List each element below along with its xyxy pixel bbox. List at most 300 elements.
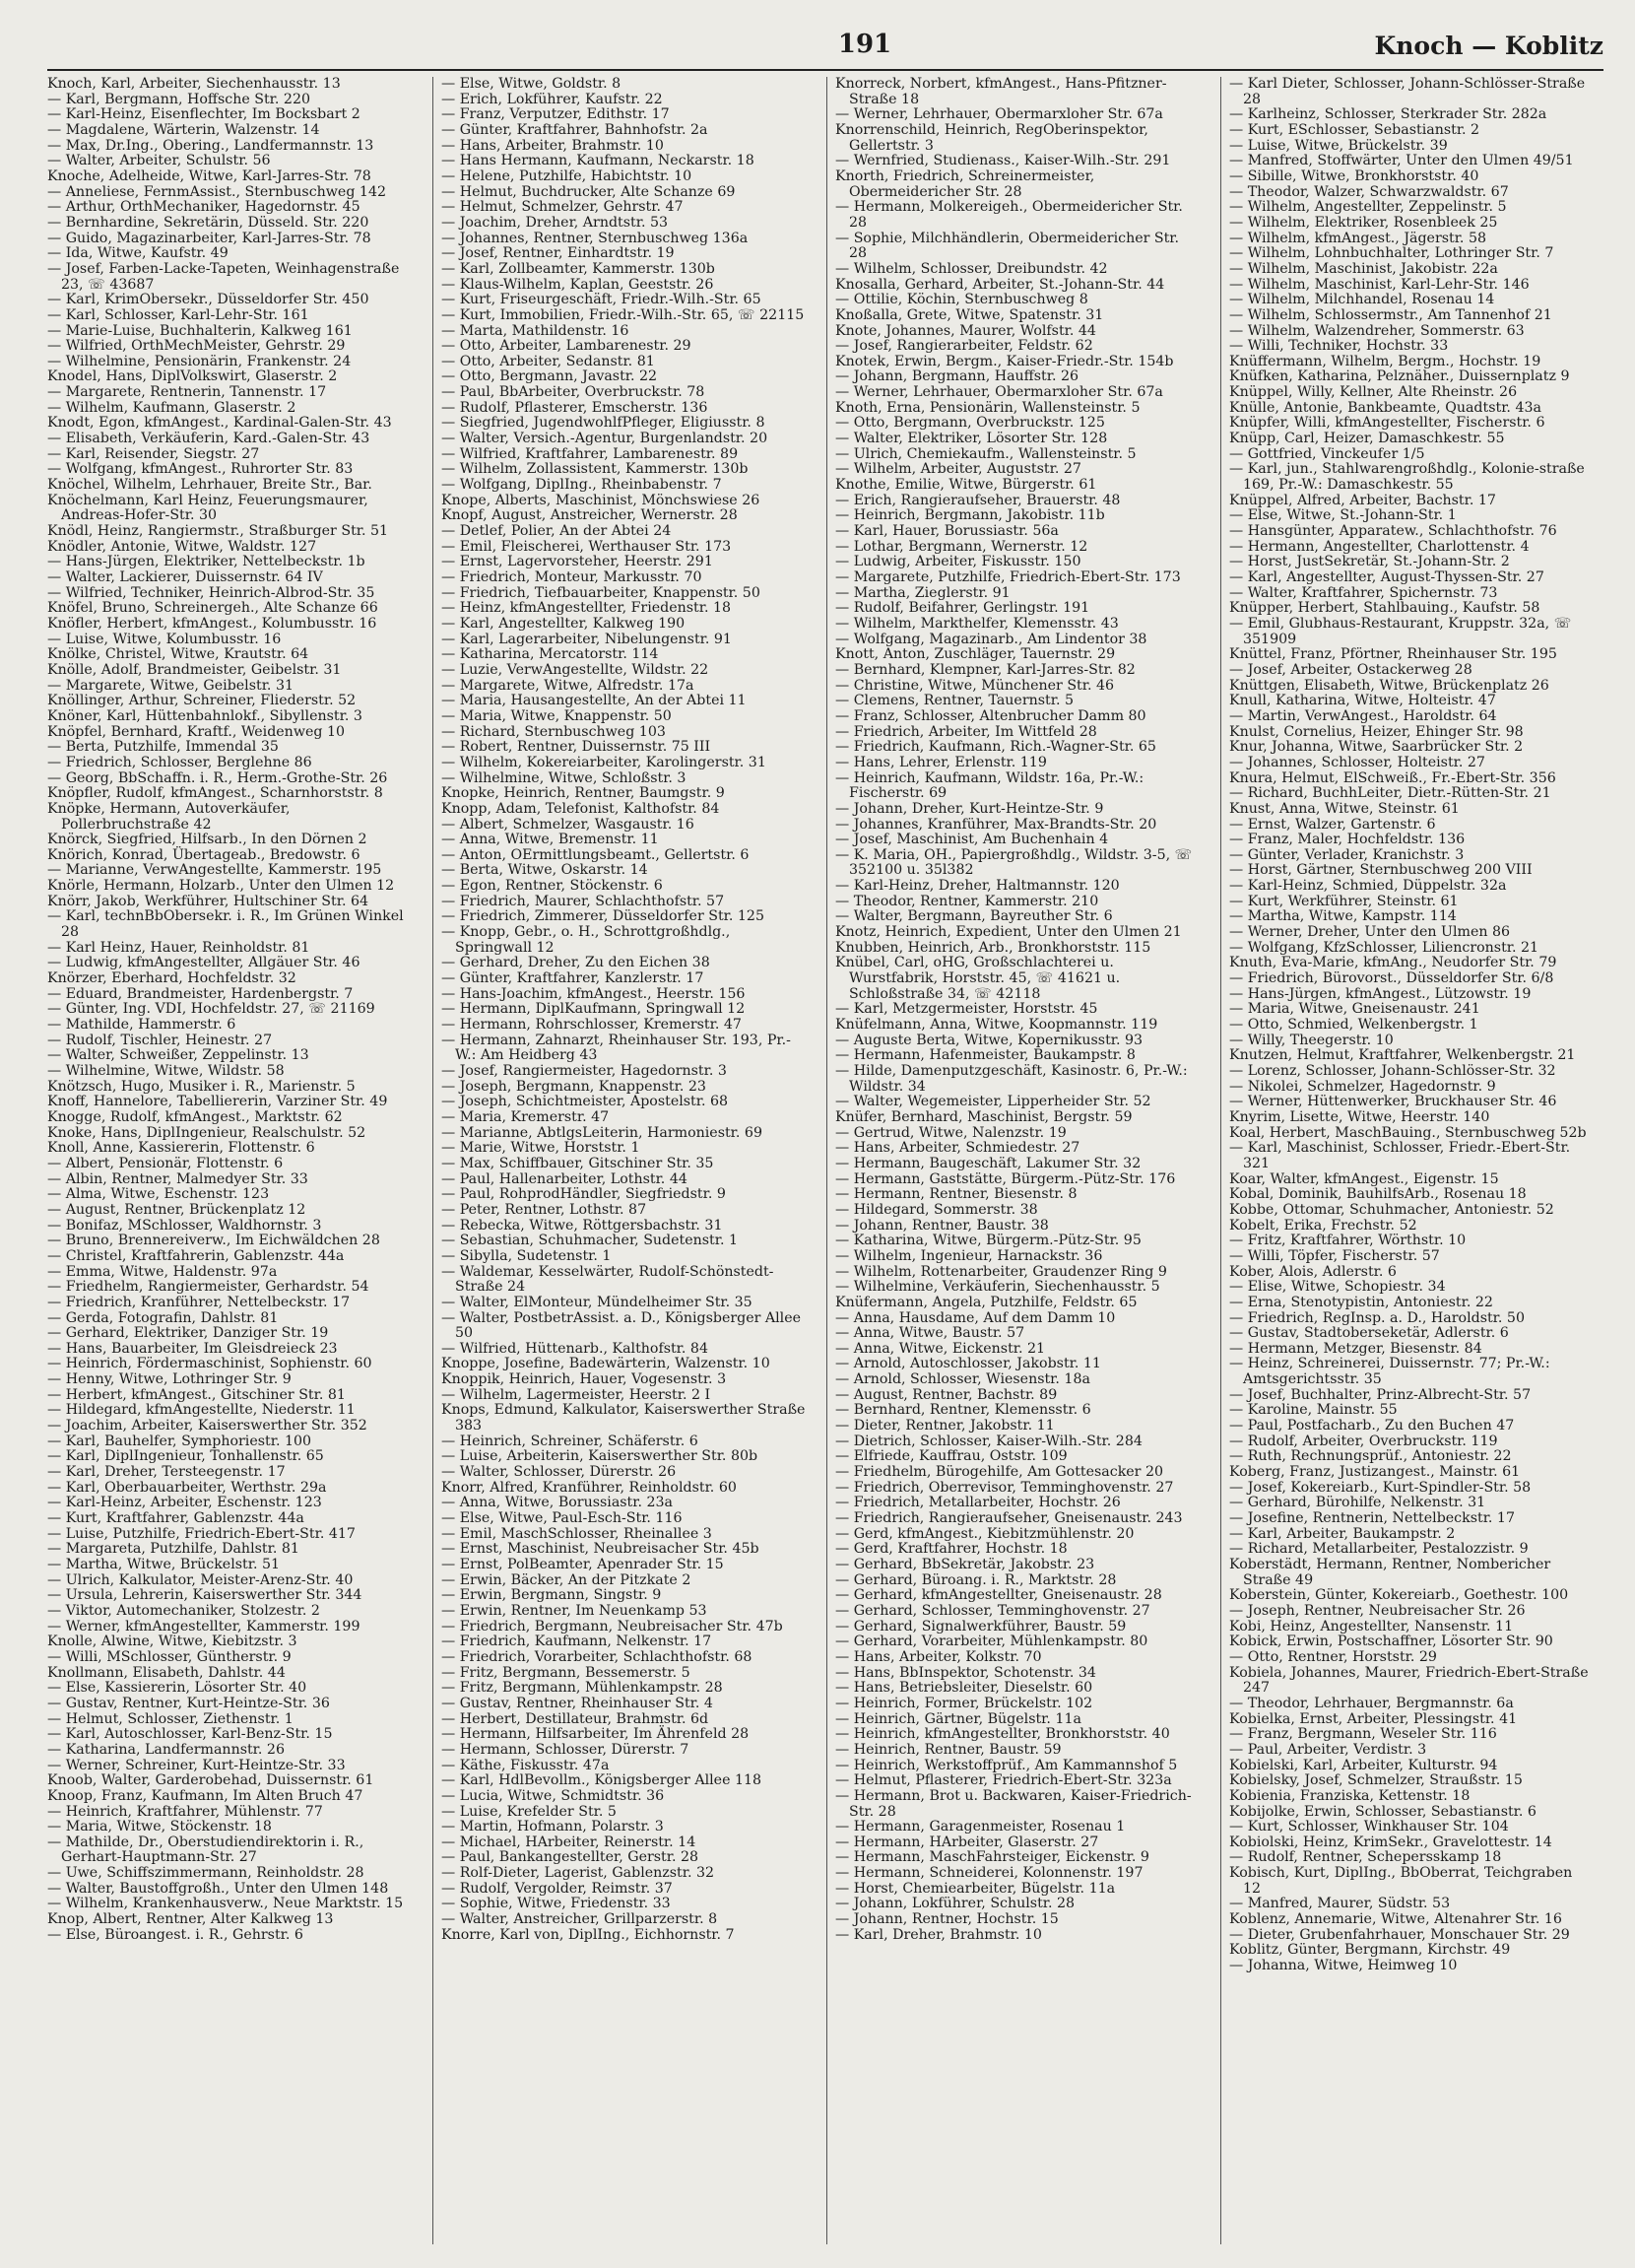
directory-entry: — Klaus-Wilhelm, Kaplan, Geeststr. 26 bbox=[441, 276, 714, 293]
directory-entry: — Hans-Jürgen, Elektriker, Nettelbeckstr. 1b bbox=[47, 554, 365, 570]
directory-entry: — August, Rentner, Brückenplatz 12 bbox=[47, 1201, 306, 1218]
directory-entry: — Walter, Elektriker, Lösorter Str. 128 bbox=[835, 431, 1108, 447]
directory-entry: Knüfer, Bernhard, Maschinist, Bergstr. 59 bbox=[835, 1108, 1133, 1125]
directory-entry: — Sibille, Witwe, Bronkhorststr. 40 bbox=[1229, 167, 1479, 184]
directory-entry: — Joseph, Rentner, Neubreisacher Str. 26 bbox=[1229, 1602, 1526, 1619]
directory-entry: — Kurt, Kraftfahrer, Gablenzstr. 44a bbox=[47, 1510, 304, 1527]
directory-entry: — Dieter, Rentner, Jakobstr. 11 bbox=[835, 1418, 1055, 1434]
directory-entry: Knogge, Rudolf, kfmAngest., Marktstr. 62 bbox=[47, 1108, 343, 1125]
directory-entry: — Walter, Lackierer, Duissernstr. 64 IV bbox=[47, 569, 323, 585]
directory-entry: — Theodor, Rentner, Kammerstr. 210 bbox=[835, 893, 1099, 909]
directory-entry: — Joachim, Arbeiter, Kaiserswerther Str. 352 bbox=[47, 1418, 367, 1434]
directory-column-3 bbox=[835, 77, 1200, 2254]
directory-entry: — Wolfgang, kfmAngest., Ruhrorter Str. 83 bbox=[47, 461, 354, 478]
directory-entry: — Johann, Rentner, Hochstr. 15 bbox=[835, 1911, 1059, 1928]
directory-entry: — Wilhelmine, Verkäuferin, Siechenhausstr. 5 bbox=[835, 1279, 1160, 1296]
directory-entry: — Maria, Kremerstr. 47 bbox=[441, 1108, 610, 1125]
directory-entry: — Friedrich, Bergmann, Neubreisacher Str. 47b bbox=[441, 1618, 783, 1634]
directory-entry: Koberstädt, Hermann, Rentner, Nombericher Straße 49 bbox=[1229, 1557, 1551, 1588]
directory-entry: — Theodor, Walzer, Schwarzwaldstr. 67 bbox=[1229, 183, 1509, 200]
directory-entry: — Wilfried, OrthMechMeister, Gehrstr. 29 bbox=[47, 338, 346, 355]
directory-entry: — Walter, Schweißer, Zeppelinstr. 13 bbox=[47, 1047, 309, 1064]
directory-entry: — Günter, Kraftfahrer, Kanzlerstr. 17 bbox=[441, 970, 704, 987]
directory-entry: — Erich, Rangieraufseher, Brauerstr. 48 bbox=[835, 492, 1121, 508]
directory-entry: — Ernst, PolBeamter, Apenrader Str. 15 bbox=[441, 1557, 724, 1572]
directory-entry: — Willi, Techniker, Hochstr. 33 bbox=[1229, 338, 1449, 355]
directory-entry: — Heinrich, Bergmann, Jakobistr. 11b bbox=[835, 507, 1105, 524]
directory-entry: — Knopp, Gebr., o. H., Schrottgroßhdlg., Springwall 12 bbox=[441, 924, 731, 956]
directory-entry: — Josef, Arbeiter, Ostackerweg 28 bbox=[1229, 661, 1472, 678]
directory-entry: Koblenz, Annemarie, Witwe, Altenahrer Str. 16 bbox=[1229, 1911, 1562, 1928]
directory-entry: — Max, Dr.Ing., Obering., Landfermannstr. 13 bbox=[47, 137, 374, 154]
directory-entry: — Gerhard, Vorarbeiter, Mühlenkampstr. 80 bbox=[835, 1634, 1148, 1650]
directory-entry: — Erwin, Rentner, Im Neuenkamp 53 bbox=[441, 1602, 707, 1619]
directory-entry: Knüfelmann, Anna, Witwe, Koopmannstr. 119 bbox=[835, 1017, 1158, 1034]
directory-entry: — Wernfried, Studienass., Kaiser-Wilh.-Str. 291 bbox=[835, 153, 1171, 169]
directory-entry: — Marta, Mathildenstr. 16 bbox=[441, 322, 629, 339]
directory-entry: Knott, Anton, Zuschläger, Tauernstr. 29 bbox=[835, 646, 1116, 663]
directory-entry: Knoff, Hannelore, Tabelliererin, Varziner Str. 49 bbox=[47, 1094, 388, 1110]
page-number: 191 bbox=[837, 30, 892, 59]
directory-entry: — Wilhelm, Schlosser, Dreibundstr. 42 bbox=[835, 260, 1108, 277]
directory-entry: Knüpper, Herbert, Stahlbauing., Kaufstr. 58 bbox=[1229, 600, 1540, 617]
directory-entry: — Dietrich, Schlosser, Kaiser-Wilh.-Str. 284 bbox=[835, 1433, 1143, 1449]
directory-entry: — Henny, Witwe, Lothringer Str. 9 bbox=[47, 1371, 292, 1388]
directory-entry: — Karl, Dreher, Tersteegenstr. 17 bbox=[47, 1464, 286, 1481]
directory-entry: — Helmut, Pflasterer, Friedrich-Ebert-Str. 323a bbox=[835, 1772, 1172, 1789]
directory-entry: — Uwe, Schiffszimmermann, Reinholdstr. 28 bbox=[47, 1865, 364, 1882]
directory-entry: — Karl Heinz, Hauer, Reinholdstr. 81 bbox=[47, 939, 310, 956]
directory-entry: — Max, Schiffbauer, Gitschiner Str. 35 bbox=[441, 1155, 714, 1171]
directory-entry: — Hans, Arbeiter, Kolkstr. 70 bbox=[835, 1648, 1042, 1665]
directory-entry: — Gerhard, Schlosser, Temminghovenstr. 27 bbox=[835, 1602, 1150, 1619]
directory-entry: — Kurt, Friseurgeschäft, Friedr.-Wilh.-Str. 65 bbox=[441, 292, 761, 308]
directory-entry: — Hansgünter, Apparatew., Schlachthofstr. 76 bbox=[1229, 523, 1557, 540]
directory-entry: — Elisabeth, Verkäuferin, Kard.-Galen-Str. 43 bbox=[47, 431, 370, 447]
directory-entry: — Fritz, Bergmann, Mühlenkampstr. 28 bbox=[441, 1680, 723, 1697]
directory-entry: — Josef, Rangiermeister, Hagedornstr. 3 bbox=[441, 1063, 727, 1079]
directory-entry: Knöllinger, Arthur, Schreiner, Fliederstr. 52 bbox=[47, 693, 357, 709]
directory-entry: — Karl, HdlBevollm., Königsberger Allee 118 bbox=[441, 1772, 762, 1789]
directory-entry: — Auguste Berta, Witwe, Kopernikusstr. 93 bbox=[835, 1032, 1144, 1048]
directory-entry: — Wilhelm, Krankenhausverw., Neue Marktstr. 15 bbox=[47, 1896, 404, 1912]
directory-entry: — Karl Dieter, Schlosser, Johann-Schlösser-Straße 28 bbox=[1229, 77, 1586, 107]
directory-entry: — Wilhelm, kfmAngest., Jägerstr. 58 bbox=[1229, 230, 1487, 246]
directory-columns bbox=[47, 77, 1603, 2254]
directory-entry: — Josefine, Rentnerin, Nettelbeckstr. 17 bbox=[1229, 1510, 1515, 1527]
directory-entry: Knüffermann, Wilhelm, Bergm., Hochstr. 19 bbox=[1229, 353, 1541, 369]
directory-entry: — Heinz, Schreinerei, Duissernstr. 77; Pr.-W.: Amtsgerichtsstr. 35 bbox=[1229, 1356, 1550, 1388]
directory-entry: — Hermann, MaschFahrsteiger, Eickenstr. 9 bbox=[835, 1849, 1149, 1866]
directory-entry: — Anton, OErmittlungsbeamt., Gellertstr. 6 bbox=[441, 846, 750, 863]
directory-entry: — Hans, Arbeiter, Brahmstr. 10 bbox=[441, 137, 664, 154]
directory-entry: — Kurt, ESchlosser, Sebastianstr. 2 bbox=[1229, 121, 1480, 138]
directory-entry: Knopke, Heinrich, Rentner, Baumgstr. 9 bbox=[441, 785, 725, 802]
directory-entry: — Rolf-Dieter, Lagerist, Gablenzstr. 32 bbox=[441, 1865, 715, 1882]
directory-entry: Knura, Helmut, ElSchweiß., Fr.-Ebert-Str. 356 bbox=[1229, 769, 1556, 786]
directory-entry: Knorreck, Norbert, kfmAngest., Hans-Pfitzner-Straße 18 bbox=[835, 77, 1167, 107]
directory-entry: — Karl, DiplIngenieur, Tonhallenstr. 65 bbox=[47, 1448, 324, 1465]
directory-entry: — Lucia, Witwe, Schmidtstr. 36 bbox=[441, 1787, 665, 1804]
directory-entry: — Hermann, Rentner, Biesenstr. 8 bbox=[835, 1186, 1078, 1203]
directory-entry: — Karl, Angestellter, August-Thyssen-Str. 27 bbox=[1229, 569, 1544, 585]
directory-entry: — Franz, Bergmann, Weseler Str. 116 bbox=[1229, 1726, 1497, 1743]
directory-entry: — Günter, Kraftfahrer, Bahnhofstr. 2a bbox=[441, 121, 708, 138]
directory-entry: Knulst, Cornelius, Heizer, Ehinger Str. 98 bbox=[1229, 723, 1524, 740]
directory-entry: — Bernhard, Klempner, Karl-Jarres-Str. 82 bbox=[835, 661, 1136, 678]
directory-entry: Knosalla, Gerhard, Arbeiter, St.-Johann-Str. 44 bbox=[835, 276, 1165, 293]
directory-entry: Knüfken, Katharina, Pelznäher., Duissernplatz 9 bbox=[1229, 368, 1570, 385]
directory-entry: — Joseph, Schichtmeister, Apostelstr. 68 bbox=[441, 1094, 729, 1110]
directory-entry: Knüppel, Alfred, Arbeiter, Bachstr. 17 bbox=[1229, 492, 1496, 508]
directory-entry: — Karl, jun., Stahlwarengroßhdlg., Kolonie-straße 169, Pr.-W.: Damaschkestr. 55 bbox=[1229, 461, 1585, 494]
directory-entry: — Ida, Witwe, Kaufstr. 49 bbox=[47, 245, 229, 262]
directory-entry: Knörck, Siegfried, Hilfsarb., In den Dörnen 2 bbox=[47, 832, 367, 848]
directory-entry: Knutzen, Helmut, Kraftfahrer, Welkenbergstr. 21 bbox=[1229, 1047, 1576, 1064]
directory-entry: — Ulrich, Chemiekaufm., Wallensteinstr. 5 bbox=[835, 445, 1137, 462]
directory-entry: — Hans, Lehrer, Erlenstr. 119 bbox=[835, 754, 1047, 770]
directory-entry: — Josef, Rangierarbeiter, Feldstr. 62 bbox=[835, 338, 1093, 355]
directory-entry: — Karl-Heinz, Dreher, Haltmannstr. 120 bbox=[835, 878, 1120, 895]
directory-entry: Kobelt, Erika, Frechstr. 52 bbox=[1229, 1217, 1417, 1234]
directory-entry: — Hilde, Damenputzgeschäft, Kasinostr. 6, Pr.-W.: Wildstr. 34 bbox=[835, 1063, 1188, 1095]
directory-entry: Knopp, Adam, Telefonist, Kalthofstr. 84 bbox=[441, 800, 720, 817]
directory-entry: Knubben, Heinrich, Arb., Bronkhorststr. 115 bbox=[835, 939, 1151, 956]
directory-entry: — Emil, Fleischerei, Werthauser Str. 173 bbox=[441, 538, 732, 555]
directory-entry: — Walter, Baustoffgroßh., Unter den Ulmen 148 bbox=[47, 1880, 389, 1897]
directory-entry: — Anneliese, FernmAssist., Sternbuschweg 142 bbox=[47, 183, 387, 200]
directory-entry: — Heinrich, Kaufmann, Wildstr. 16a, Pr.-W.: Fischerstr. 69 bbox=[835, 769, 1144, 802]
directory-entry: — Gerhard, Büroang. i. R., Marktstr. 28 bbox=[835, 1571, 1117, 1588]
directory-entry: — Karl, Reisender, Siegstr. 27 bbox=[47, 445, 260, 462]
directory-entry: Knörich, Konrad, Übertageab., Bredowstr. 6 bbox=[47, 846, 360, 863]
directory-entry: — Helmut, Schlosser, Ziethenstr. 1 bbox=[47, 1710, 294, 1727]
directory-entry: — Erwin, Bäcker, An der Pitzkate 2 bbox=[441, 1571, 691, 1588]
directory-entry: Kobijolke, Erwin, Schlosser, Sebastianstr. 6 bbox=[1229, 1803, 1537, 1820]
directory-entry: Knörr, Jakob, Werkführer, Hultschiner Str. 64 bbox=[47, 893, 369, 909]
directory-entry: — Heinrich, Kraftfahrer, Mühlenstr. 77 bbox=[47, 1803, 323, 1820]
directory-entry: — Friedrich, Schlosser, Berglehne 86 bbox=[47, 754, 312, 770]
directory-entry: Knorth, Friedrich, Schreinermeister, Obermeidericher Str. 28 bbox=[835, 167, 1095, 200]
directory-entry: — Walter, PostbetrAssist. a. D., Königsberger Allee 50 bbox=[441, 1309, 801, 1342]
directory-entry: — Gerhard, Signalwerkführer, Baustr. 59 bbox=[835, 1618, 1127, 1634]
directory-entry: — Margarete, Witwe, Geibelstr. 31 bbox=[47, 677, 294, 694]
directory-entry: — Josef, Buchhalter, Prinz-Albrecht-Str. 57 bbox=[1229, 1386, 1532, 1403]
directory-entry: — Käthe, Fiskusstr. 47a bbox=[441, 1757, 610, 1773]
directory-entry: — Arnold, Schlosser, Wiesenstr. 18a bbox=[835, 1371, 1090, 1388]
directory-entry: — Walter, ElMonteur, Mündelheimer Str. 35 bbox=[441, 1294, 752, 1310]
directory-entry: — Wilhelm, Ingenieur, Harnackstr. 36 bbox=[835, 1247, 1103, 1264]
directory-entry: — Emil, Glubhaus-Restaurant, Kruppstr. 32a, ☏ 351909 bbox=[1229, 615, 1572, 647]
directory-entry: — Gerhard, Elektriker, Danziger Str. 19 bbox=[47, 1325, 329, 1342]
directory-entry: Kobiela, Johannes, Maurer, Friedrich-Ebert-Straße 247 bbox=[1229, 1664, 1589, 1697]
directory-entry: — Horst, Gärtner, Sternbuschweg 200 VIII bbox=[1229, 862, 1533, 879]
directory-entry: — Gottfried, Vinckeufer 1/5 bbox=[1229, 445, 1425, 462]
directory-entry: — Karl, Oberbauarbeiter, Werthstr. 29a bbox=[47, 1479, 327, 1496]
directory-entry: Kobal, Dominik, BauhilfsArb., Rosenau 18 bbox=[1229, 1186, 1527, 1203]
directory-entry: — Berta, Putzhilfe, Immendal 35 bbox=[47, 739, 279, 756]
directory-entry: — Maria, Witwe, Stöckenstr. 18 bbox=[47, 1819, 272, 1835]
directory-entry: — Rudolf, Vergolder, Reimstr. 37 bbox=[441, 1880, 673, 1897]
directory-entry: Knorr, Alfred, Kranführer, Reinholdstr. 60 bbox=[441, 1479, 737, 1496]
directory-entry: — Luise, Witwe, Brückelstr. 39 bbox=[1229, 137, 1448, 154]
directory-entry: — Peter, Rentner, Lothstr. 87 bbox=[441, 1201, 647, 1218]
directory-entry: — Arnold, Autoschlosser, Jakobstr. 11 bbox=[835, 1356, 1101, 1372]
directory-entry: Kobick, Erwin, Postschaffner, Lösorter Str. 90 bbox=[1229, 1634, 1553, 1650]
directory-entry: — Ruth, Rechnungsprüf., Antoniestr. 22 bbox=[1229, 1448, 1512, 1465]
directory-entry: — Wilhelm, Walzendreher, Sommerstr. 63 bbox=[1229, 322, 1525, 339]
directory-entry: — Richard, Sternbuschweg 103 bbox=[441, 723, 666, 740]
directory-entry: — Josef, Rentner, Einhardtstr. 19 bbox=[441, 245, 675, 262]
directory-entry: — Hildegard, kfmAngestellte, Niederstr. 11 bbox=[47, 1402, 356, 1419]
directory-entry: — Otto, Schmied, Welkenbergstr. 1 bbox=[1229, 1017, 1478, 1034]
directory-entry: Kobielka, Ernst, Arbeiter, Plessingstr. 41 bbox=[1229, 1710, 1518, 1727]
directory-entry: — Hans, BbInspektor, Schotenstr. 34 bbox=[835, 1664, 1096, 1681]
directory-entry: — Josef, Maschinist, Am Buchenhain 4 bbox=[835, 832, 1109, 848]
directory-entry: — Rudolf, Arbeiter, Overbruckstr. 119 bbox=[1229, 1433, 1498, 1449]
directory-entry: Knüpp, Carl, Heizer, Damaschkestr. 55 bbox=[1229, 431, 1505, 447]
directory-entry: Knyrim, Lisette, Witwe, Heerstr. 140 bbox=[1229, 1108, 1490, 1125]
directory-entry: — Wilhelm, Lohnbuchhalter, Lothringer Str. 7 bbox=[1229, 245, 1554, 262]
directory-entry: Knope, Alberts, Maschinist, Mönchswiese 26 bbox=[441, 492, 760, 508]
directory-entry: — Wilhelmine, Witwe, Wildstr. 58 bbox=[47, 1063, 285, 1079]
directory-entry: — Gerhard, Dreher, Zu den Eichen 38 bbox=[441, 955, 710, 971]
directory-entry: — Walter, Wegemeister, Lipperheider Str. 52 bbox=[835, 1094, 1151, 1110]
directory-entry: — Hans-Jürgen, kfmAngest., Lützowstr. 19 bbox=[1229, 985, 1532, 1002]
directory-entry: — Hans, Arbeiter, Schmiedestr. 27 bbox=[835, 1140, 1080, 1157]
directory-entry: — Werner, Schreiner, Kurt-Heintze-Str. 33 bbox=[47, 1757, 346, 1773]
directory-entry: — Theodor, Lehrhauer, Bergmannstr. 6a bbox=[1229, 1695, 1514, 1711]
directory-entry: — Lorenz, Schlosser, Johann-Schlösser-Str. 32 bbox=[1229, 1063, 1556, 1079]
directory-entry: — Walter, Schlosser, Dürerstr. 26 bbox=[441, 1464, 677, 1481]
directory-entry: — Egon, Rentner, Stöckenstr. 6 bbox=[441, 878, 663, 895]
directory-entry: — Kurt, Werkführer, Steinstr. 61 bbox=[1229, 893, 1459, 909]
directory-entry: — Wilhelmine, Pensionärin, Frankenstr. 24 bbox=[47, 353, 352, 369]
directory-entry: — Luise, Krefelder Str. 5 bbox=[441, 1803, 617, 1820]
directory-entry: — Werner, Lehrhauer, Obermarxloher Str. 67a bbox=[835, 384, 1163, 401]
directory-entry: — Ludwig, kfmAngestellter, Allgäuer Str. 46 bbox=[47, 955, 360, 971]
directory-entry: — Paul, Hallenarbeiter, Lothstr. 44 bbox=[441, 1170, 687, 1187]
directory-entry: Knüttel, Franz, Pförtner, Rheinhauser Str. 195 bbox=[1229, 646, 1557, 663]
directory-entry: Koal, Herbert, MaschBauing., Sternbuschweg 52b bbox=[1229, 1124, 1587, 1141]
directory-entry: — Ursula, Lehrerin, Kaiserswerther Str. 344 bbox=[47, 1587, 362, 1604]
directory-entry: — Wilhelm, Lagermeister, Heerstr. 2 I bbox=[441, 1386, 711, 1403]
directory-entry: — Franz, Maler, Hochfeldstr. 136 bbox=[1229, 832, 1466, 848]
directory-entry: — Karl, Schlosser, Karl-Lehr-Str. 161 bbox=[47, 306, 309, 323]
directory-entry: — Gertrud, Witwe, Nalenzstr. 19 bbox=[835, 1124, 1067, 1141]
directory-entry: — Walter, Bergmann, Bayreuther Str. 6 bbox=[835, 908, 1113, 925]
directory-entry: — Ernst, Walzer, Gartenstr. 6 bbox=[1229, 816, 1436, 833]
directory-entry: Knoke, Hans, DiplIngenieur, Realschulstr. 52 bbox=[47, 1124, 366, 1141]
directory-entry: Kobisch, Kurt, DiplIng., BbOberrat, Teichgraben 12 bbox=[1229, 1865, 1573, 1897]
directory-entry: — Wilfried, Techniker, Heinrich-Albrod-Str. 35 bbox=[47, 584, 375, 601]
directory-entry: — Günter, Ing. VDI, Hochfeldstr. 27, ☏ 21169 bbox=[47, 1001, 375, 1018]
directory-entry: — Karl, Angestellter, Kalkweg 190 bbox=[441, 615, 686, 632]
directory-entry: — Willy, Theegerstr. 10 bbox=[1229, 1032, 1394, 1048]
directory-entry: — Johannes, Kranführer, Max-Brandts-Str. 20 bbox=[835, 816, 1157, 833]
directory-entry: — Wilhelm, Markthelfer, Klemensstr. 43 bbox=[835, 615, 1119, 632]
directory-entry: Knölle, Adolf, Brandmeister, Geibelstr. 31 bbox=[47, 661, 342, 678]
directory-entry: — Günter, Verlader, Kranichstr. 3 bbox=[1229, 846, 1465, 863]
directory-entry: — Karl, Metzgermeister, Horststr. 45 bbox=[835, 1001, 1098, 1018]
directory-entry: — Hans, Betriebsleiter, Dieselstr. 60 bbox=[835, 1680, 1093, 1697]
directory-entry: — Rudolf, Pflasterer, Emscherstr. 136 bbox=[441, 399, 708, 416]
directory-entry: — Martha, Zieglerstr. 91 bbox=[835, 584, 1011, 601]
directory-entry: — Gerd, Kraftfahrer, Hochstr. 18 bbox=[835, 1541, 1068, 1558]
directory-entry: — Friedrich, Maurer, Schlachthofstr. 57 bbox=[441, 893, 725, 909]
directory-entry: — Kurt, Schlosser, Winkhauser Str. 104 bbox=[1229, 1819, 1509, 1835]
directory-entry: — Paul, Postfacharb., Zu den Buchen 47 bbox=[1229, 1418, 1515, 1434]
directory-entry: — Otto, Rentner, Horststr. 29 bbox=[1229, 1648, 1437, 1665]
directory-entry: Koberg, Franz, Justizangest., Mainstr. 61 bbox=[1229, 1464, 1521, 1481]
directory-entry: — Johanna, Witwe, Heimweg 10 bbox=[1229, 1958, 1458, 1974]
directory-entry: — Hermann, Rohrschlosser, Kremerstr. 47 bbox=[441, 1017, 742, 1034]
directory-entry: — Ulrich, Kalkulator, Meister-Arenz-Str. 40 bbox=[47, 1571, 354, 1588]
directory-entry: — Joseph, Bergmann, Knappenstr. 23 bbox=[441, 1078, 706, 1095]
directory-entry: — Werner, kfmAngestellter, Kammerstr. 199 bbox=[47, 1618, 360, 1634]
directory-entry: — Else, Witwe, Paul-Esch-Str. 116 bbox=[441, 1510, 683, 1527]
directory-entry: Knölke, Christel, Witwe, Krautstr. 64 bbox=[47, 646, 309, 663]
directory-entry: — Wolfgang, DiplIng., Rheinbabenstr. 7 bbox=[441, 477, 722, 494]
directory-entry: — Sophie, Witwe, Friedenstr. 33 bbox=[441, 1896, 671, 1912]
directory-entry: — Georg, BbSchaffn. i. R., Herm.-Grothe-Str. 26 bbox=[47, 769, 388, 786]
directory-column-4 bbox=[1229, 77, 1594, 2254]
directory-entry: — Heinrich, Schreiner, Schäferstr. 6 bbox=[441, 1433, 698, 1449]
page-header bbox=[47, 22, 1603, 71]
directory-entry: — Otto, Arbeiter, Sedanstr. 81 bbox=[441, 353, 655, 369]
directory-entry: — Erwin, Bergmann, Singstr. 9 bbox=[441, 1587, 662, 1604]
directory-entry: — Maria, Witwe, Knappenstr. 50 bbox=[441, 707, 672, 724]
directory-entry: Knust, Anna, Witwe, Steinstr. 61 bbox=[1229, 800, 1460, 817]
directory-entry: — Karl, Maschinist, Schlosser, Friedr.-Ebert-Str. 321 bbox=[1229, 1140, 1571, 1171]
directory-entry: Knotek, Erwin, Bergm., Kaiser-Friedr.-Str. 154b bbox=[835, 353, 1174, 369]
directory-entry: — Else, Büroangest. i. R., Gehrstr. 6 bbox=[47, 1926, 303, 1943]
directory-entry: — Maria, Witwe, Gneisenaustr. 241 bbox=[1229, 1001, 1480, 1018]
directory-entry: — Erich, Lokführer, Kaufstr. 22 bbox=[441, 91, 663, 107]
directory-entry: — Wilhelm, Milchhandel, Rosenau 14 bbox=[1229, 292, 1495, 308]
directory-entry: — Karlheinz, Schlosser, Sterkrader Str. 282a bbox=[1229, 106, 1547, 123]
directory-entry: Kobbe, Ottomar, Schuhmacher, Antoniestr. 52 bbox=[1229, 1201, 1554, 1218]
directory-entry: Knübel, Carl, oHG, Großschlachterei u. Wurstfabrik, Horststr. 45, ☏ 41621 u. Schloßstraße 34, ☏ 42118 bbox=[835, 955, 1121, 1002]
directory-entry: — Friedrich, Arbeiter, Im Wittfeld 28 bbox=[835, 723, 1097, 740]
directory-entry: Knüpfer, Willi, kfmAngestellter, Fischerstr. 6 bbox=[1229, 415, 1545, 432]
directory-entry: — Elise, Witwe, Schopiestr. 34 bbox=[1229, 1279, 1446, 1296]
directory-entry: — Dieter, Grubenfahrhauer, Monschauer Str. 29 bbox=[1229, 1926, 1570, 1943]
directory-entry: Knoch, Karl, Arbeiter, Siechenhausstr. 13 bbox=[47, 77, 341, 92]
directory-entry: — Otto, Bergmann, Overbruckstr. 125 bbox=[835, 415, 1105, 432]
directory-entry: — Martha, Witwe, Kampstr. 114 bbox=[1229, 908, 1457, 925]
directory-entry: — Karl, Bergmann, Hoffsche Str. 220 bbox=[47, 91, 310, 107]
directory-entry: — Gerd, kfmAngest., Kiebitzmühlenstr. 20 bbox=[835, 1525, 1135, 1542]
directory-entry: — Friedhelm, Rangiermeister, Gerhardstr. 54 bbox=[47, 1279, 369, 1296]
directory-entry: — Anna, Witwe, Eickenstr. 21 bbox=[835, 1340, 1046, 1357]
directory-entry: — Eduard, Brandmeister, Hardenbergstr. 7 bbox=[47, 985, 354, 1002]
directory-entry: — Lothar, Bergmann, Wernerstr. 12 bbox=[835, 538, 1088, 555]
directory-entry: — Bruno, Brennereiverw., Im Eichwäldchen 28 bbox=[47, 1233, 380, 1249]
directory-entry: Knops, Edmund, Kalkulator, Kaiserswerther Straße 383 bbox=[441, 1402, 806, 1434]
directory-entry: — Wilhelmine, Witwe, Schloßstr. 3 bbox=[441, 769, 687, 786]
directory-entry: — Wilhelm, Rottenarbeiter, Graudenzer Ring 9 bbox=[835, 1263, 1167, 1280]
directory-entry: — Albin, Rentner, Malmedyer Str. 33 bbox=[47, 1170, 308, 1187]
directory-entry: Knop, Albert, Rentner, Alter Kalkweg 13 bbox=[47, 1911, 334, 1928]
directory-entry: — Heinrich, Rentner, Baustr. 59 bbox=[835, 1741, 1062, 1758]
directory-entry: — Ernst, Lagervorsteher, Heerstr. 291 bbox=[441, 554, 713, 570]
directory-entry: — Emma, Witwe, Haldenstr. 97a bbox=[47, 1263, 278, 1280]
directory-entry: — Johannes, Schlosser, Holteistr. 27 bbox=[1229, 754, 1485, 770]
directory-entry: — Otto, Arbeiter, Lambarenestr. 29 bbox=[441, 338, 691, 355]
directory-entry: — Hans-Joachim, kfmAngest., Heerstr. 156 bbox=[441, 985, 746, 1002]
directory-entry: Knöfler, Herbert, kfmAngest., Kolumbusstr. 16 bbox=[47, 615, 377, 632]
directory-entry: Knödler, Antonie, Witwe, Waldstr. 127 bbox=[47, 538, 317, 555]
directory-entry: Knüppel, Willy, Kellner, Alte Rheinstr. 26 bbox=[1229, 384, 1518, 401]
directory-entry: Knöchelmann, Karl Heinz, Feuerungsmaurer, Andreas-Hofer-Str. 30 bbox=[47, 492, 368, 524]
directory-entry: Knoop, Franz, Kaufmann, Im Alten Bruch 47 bbox=[47, 1787, 363, 1804]
directory-entry: — Karl, Dreher, Brahmstr. 10 bbox=[835, 1926, 1042, 1943]
directory-entry: — Christel, Kraftfahrerin, Gablenzstr. 44a bbox=[47, 1247, 345, 1264]
directory-entry: — Wilhelm, Maschinist, Karl-Lehr-Str. 146 bbox=[1229, 276, 1530, 293]
directory-entry: Knull, Katharina, Witwe, Holteistr. 47 bbox=[1229, 693, 1496, 709]
directory-entry: — Hermann, Hafenmeister, Baukampstr. 8 bbox=[835, 1047, 1136, 1064]
directory-entry: — Ludwig, Arbeiter, Fiskusstr. 150 bbox=[835, 554, 1081, 570]
directory-entry: — Josef, Kokereiarb., Kurt-Spindler-Str. 58 bbox=[1229, 1479, 1532, 1496]
directory-entry: — Walter, Anstreicher, Grillparzerstr. 8 bbox=[441, 1911, 718, 1928]
directory-entry: — Ernst, Maschinist, Neubreisacher Str. 45b bbox=[441, 1541, 759, 1558]
directory-entry: Knötzsch, Hugo, Musiker i. R., Marienstr. 5 bbox=[47, 1078, 356, 1095]
directory-entry: — Friedrich, Tiefbauarbeiter, Knappenstr. 50 bbox=[441, 584, 760, 601]
directory-entry: — Martin, VerwAngest., Haroldstr. 64 bbox=[1229, 707, 1497, 724]
directory-entry: — Else, Witwe, St.-Johann-Str. 1 bbox=[1229, 507, 1457, 524]
directory-entry: — Karl, Zollbeamter, Kammerstr. 130b bbox=[441, 260, 715, 277]
directory-entry: — Mathilde, Dr., Oberstudiendirektorin i. R., Gerhart-Hauptmann-Str. 27 bbox=[47, 1834, 364, 1866]
directory-entry: — Else, Witwe, Goldstr. 8 bbox=[441, 77, 621, 92]
directory-entry: — Hermann, Metzger, Biesenstr. 84 bbox=[1229, 1340, 1482, 1357]
directory-entry: Koblitz, Günter, Bergmann, Kirchstr. 49 bbox=[1229, 1942, 1511, 1959]
directory-entry: — Margareta, Putzhilfe, Dahlstr. 81 bbox=[47, 1541, 299, 1558]
directory-entry: — Alma, Witwe, Eschenstr. 123 bbox=[47, 1186, 270, 1203]
directory-entry: — Karl-Heinz, Arbeiter, Eschenstr. 123 bbox=[47, 1495, 322, 1511]
directory-entry: — Manfred, Stoffwärter, Unter den Ulmen 49/51 bbox=[1229, 153, 1574, 169]
directory-entry: — Werner, Dreher, Unter den Ulmen 86 bbox=[1229, 924, 1511, 941]
directory-entry: — Hildegard, Sommerstr. 38 bbox=[835, 1201, 1038, 1218]
directory-entry: Kobi, Heinz, Angestellter, Nansenstr. 11 bbox=[1229, 1618, 1514, 1634]
directory-entry: — Franz, Verputzer, Edithstr. 17 bbox=[441, 106, 670, 123]
directory-entry: — Anna, Hausdame, Auf dem Damm 10 bbox=[835, 1309, 1116, 1326]
directory-entry: Kober, Alois, Adlerstr. 6 bbox=[1229, 1263, 1397, 1280]
directory-entry: Knöchel, Wilhelm, Lehrhauer, Breite Str., Bar. bbox=[47, 477, 372, 494]
directory-entry: — Mathilde, Hammerstr. 6 bbox=[47, 1017, 236, 1034]
directory-entry: Knopf, August, Anstreicher, Wernerstr. 28 bbox=[441, 507, 738, 524]
directory-entry: — Maria, Hausangestellte, An der Abtei 11 bbox=[441, 693, 747, 709]
directory-entry: — Marianne, VerwAngestellte, Kammerstr. 195 bbox=[47, 862, 382, 879]
directory-entry: — Magdalene, Wärterin, Walzenstr. 14 bbox=[47, 121, 320, 138]
directory-entry: — Heinrich, Fördermaschinist, Sophienstr. 60 bbox=[47, 1356, 372, 1372]
directory-entry: — Josef, Farben-Lacke-Tapeten, Weinhagenstraße 23, ☏ 43687 bbox=[47, 260, 400, 293]
directory-entry: — Wilhelm, Zollassistent, Kammerstr. 130b bbox=[441, 461, 749, 478]
directory-entry: — Gustav, Rentner, Kurt-Heintze-Str. 36 bbox=[47, 1695, 330, 1711]
directory-entry: — Hermann, Gaststätte, Bürgerm.-Pütz-Str. 176 bbox=[835, 1170, 1176, 1187]
directory-entry: — Friedrich, RegInsp. a. D., Haroldstr. 50 bbox=[1229, 1309, 1525, 1326]
directory-entry: Knorre, Karl von, DiplIng., Eichhornstr. 7 bbox=[441, 1926, 735, 1943]
directory-entry: Knothe, Emilie, Witwe, Bürgerstr. 61 bbox=[835, 477, 1097, 494]
directory-entry: — Johann, Bergmann, Hauffstr. 26 bbox=[835, 368, 1079, 385]
directory-entry: — Werner, Lehrhauer, Obermarxloher Str. 67a bbox=[835, 106, 1163, 123]
directory-entry: — Martha, Witwe, Brückelstr. 51 bbox=[47, 1557, 281, 1572]
directory-entry: — Franz, Schlosser, Altenbrucher Damm 80 bbox=[835, 707, 1146, 724]
directory-entry: — Ottilie, Köchin, Sternbuschweg 8 bbox=[835, 292, 1088, 308]
directory-entry: — Karl, Bauhelfer, Symphoriestr. 100 bbox=[47, 1433, 312, 1449]
directory-entry: — Emil, MaschSchlosser, Rheinallee 3 bbox=[441, 1525, 712, 1542]
directory-entry: — Rudolf, Rentner, Schepersskamp 18 bbox=[1229, 1849, 1502, 1866]
